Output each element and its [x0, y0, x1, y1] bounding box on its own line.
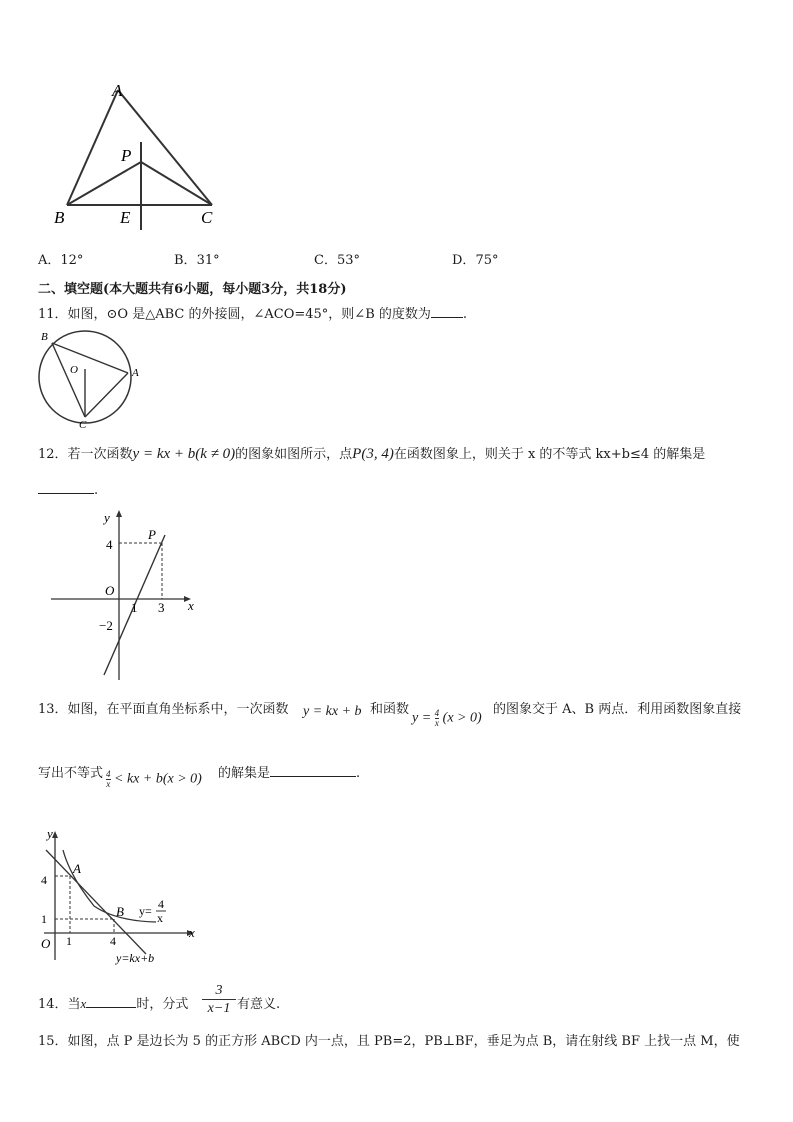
- inequality: $\frac{4}{x}$ < kx + b(x > 0): [106, 769, 202, 789]
- label-O: O: [41, 936, 51, 951]
- inverse-graph-figure: [34, 820, 209, 970]
- curve-label-num: 4: [158, 897, 164, 911]
- question-14-end: 有意义.: [237, 997, 281, 1012]
- question-13-line2-tail: 的解集是 .: [218, 766, 361, 781]
- answer-blank[interactable]: [38, 481, 94, 494]
- formula-inverse: y = $\frac{4}{x}$ (x > 0): [412, 708, 482, 728]
- label-B: B: [54, 208, 65, 227]
- question-12-answer: .: [38, 481, 98, 498]
- label-A: A: [73, 861, 81, 876]
- choice-c[interactable]: C．53°: [314, 253, 360, 268]
- axis-y-label: y: [104, 510, 110, 525]
- answer-blank[interactable]: [270, 764, 356, 777]
- label-C: C: [201, 208, 213, 227]
- choice-b[interactable]: B．31°: [174, 253, 220, 268]
- question-13-line1: 13．如图，在平面直角坐标系中，一次函数: [38, 702, 289, 717]
- circle-figure: [32, 326, 152, 431]
- axis-y-label: y: [47, 826, 53, 841]
- axis-x-label: x: [189, 925, 195, 940]
- formula-linear: y = kx + b: [303, 704, 362, 719]
- linear-graph-figure: [45, 505, 205, 685]
- tick-3: 3: [158, 600, 165, 615]
- choice-a[interactable]: A．12°: [38, 253, 84, 268]
- tick-4: 4: [106, 537, 113, 552]
- label-A: A: [132, 367, 139, 379]
- line-label: y=kx+b: [116, 951, 155, 965]
- section-heading: 二、填空题(本大题共有6小题，每小题3分，共18分): [38, 282, 347, 297]
- choice-d[interactable]: D．75°: [452, 253, 499, 268]
- label-O: O: [105, 583, 115, 598]
- fraction: 3 x−1: [202, 982, 236, 1017]
- question-13-line2: 写出不等式: [38, 766, 104, 781]
- question-14: 14．当x 时，分式: [38, 996, 189, 1012]
- tick-x-1: 1: [66, 934, 72, 948]
- axis-x-label: x: [188, 598, 194, 613]
- question-13-tail: 的图象交于 A、B 两点．利用函数图象直接: [493, 702, 742, 717]
- label-C: C: [79, 419, 87, 431]
- text-and: 和函数: [370, 702, 410, 717]
- label-A: A: [112, 81, 123, 100]
- tick-y-1: 1: [41, 912, 47, 926]
- tick-neg2: −2: [99, 618, 113, 633]
- label-B: B: [41, 331, 48, 343]
- label-P: P: [148, 527, 156, 542]
- tick-y-4: 4: [41, 873, 47, 887]
- curve-label: y=: [139, 904, 152, 918]
- question-12: 12．若一次函数y = kx + b(k ≠ 0)的图象如图所示，点P(3, 4)在函数图象上，则关于 x 的不等式 kx+b≤4 的解集是: [38, 446, 706, 462]
- tick-1: 1: [131, 600, 138, 615]
- label-P: P: [121, 146, 132, 165]
- answer-blank[interactable]: [431, 305, 463, 318]
- triangle-figure: [50, 78, 230, 233]
- question-11: 11．如图，⊙O 是△ABC 的外接圆，∠ACO=45°，则∠B 的度数为 .: [38, 307, 468, 322]
- answer-blank[interactable]: [86, 995, 136, 1008]
- tick-x-4: 4: [110, 934, 116, 948]
- label-E: E: [120, 208, 131, 227]
- label-O: O: [70, 364, 78, 376]
- label-B: B: [116, 904, 124, 919]
- question-15: 15．如图，点 P 是边长为 5 的正方形 ABCD 内一点，且 PB=2，PB⊥BF，垂足为点 B，请在射线 BF 上找一点 M，使: [38, 1034, 740, 1049]
- curve-label-den: x: [157, 911, 163, 925]
